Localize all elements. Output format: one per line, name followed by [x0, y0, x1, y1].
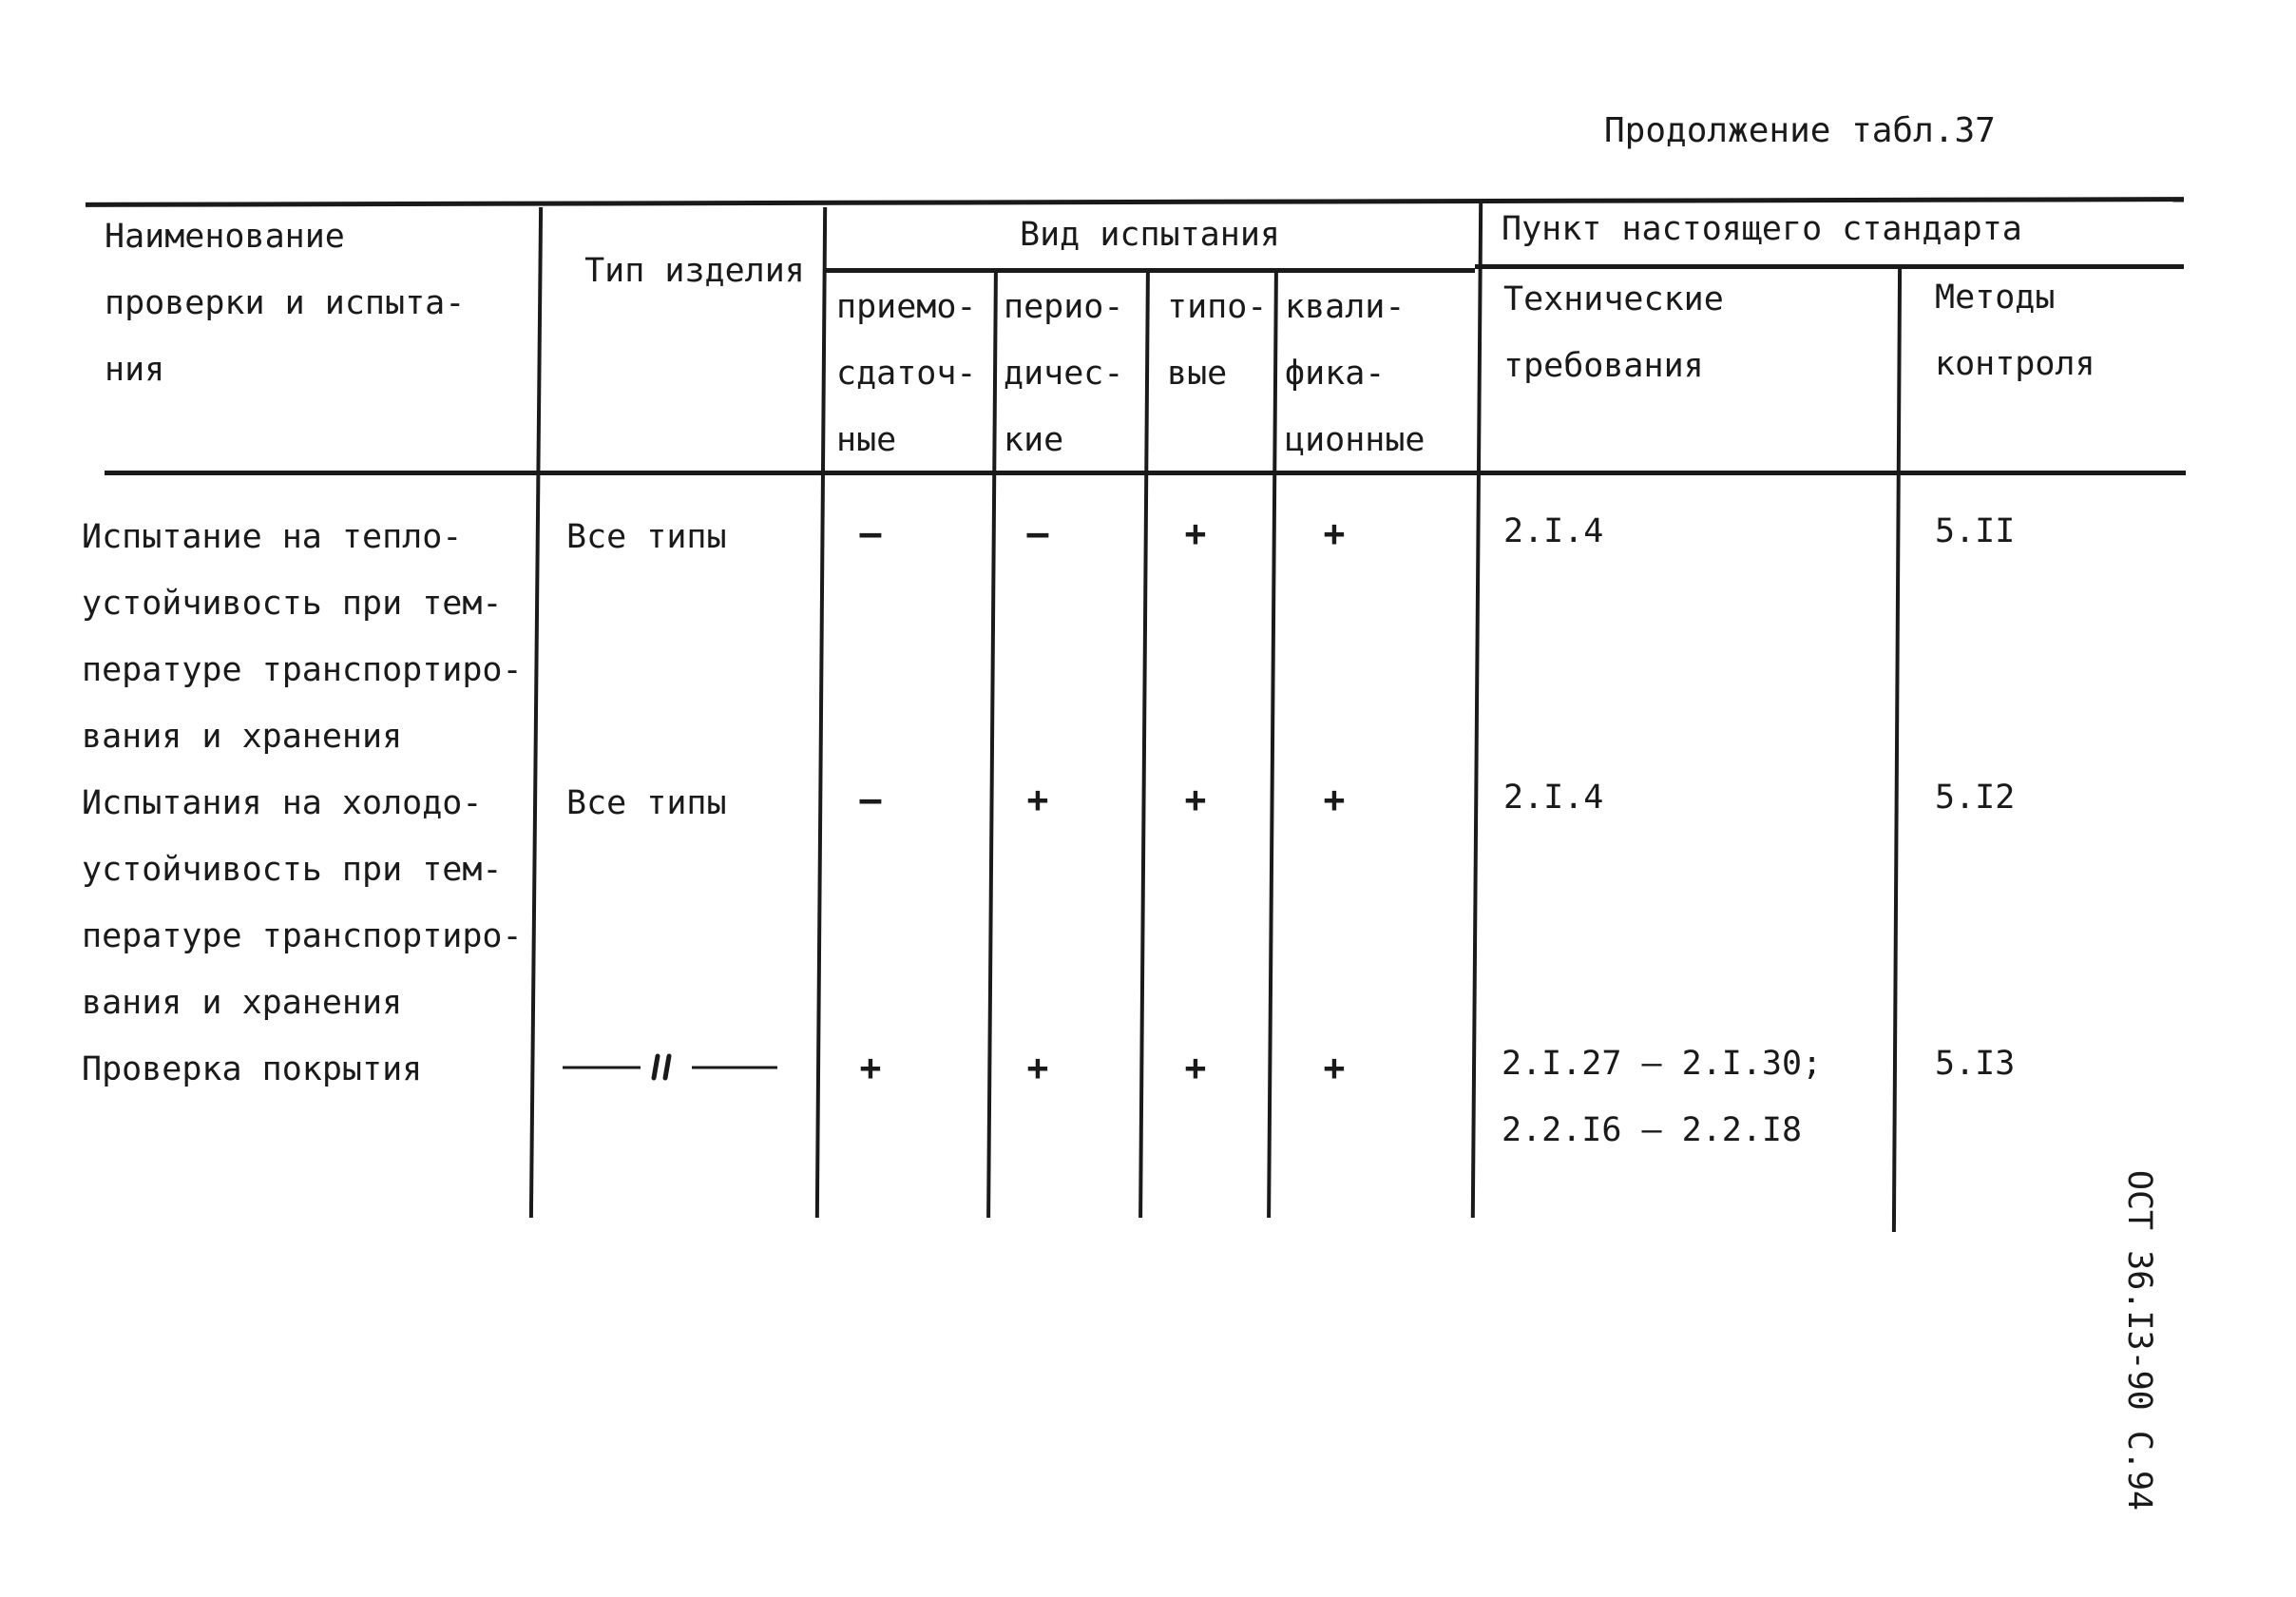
row-3-technical-requirements: 2.I.27 – 2.I.30; 2.2.I6 – 2.2.I8 [1502, 1045, 1823, 1149]
row-2-periodic-mark: + [1026, 779, 1049, 820]
header-control-methods: Методы контроля [1935, 279, 2095, 383]
row-2-control-methods: 5.I2 [1935, 779, 2016, 817]
header-test-type-acceptance: приемо- сдаточ- ные [836, 288, 977, 459]
row-1-name: Испытание на тепло- устойчивость при тем- пературе транспортиро- вания и хранения [82, 518, 523, 756]
header-product-type: Тип изделия [584, 252, 805, 290]
row-3-type-mark: + [1184, 1047, 1207, 1088]
row-1-qualification-mark: + [1323, 512, 1346, 554]
row-1-periodic-mark: – [1026, 512, 1049, 554]
vertical-rule-test-3-4 [1267, 272, 1278, 1218]
header-technical-requirements: Технические требования [1503, 280, 1724, 385]
header-test-type-qualification: квали- фика- ционные [1285, 288, 1425, 459]
row-1-acceptance-mark: – [859, 512, 882, 554]
document-side-code [2100, 1160, 2178, 1521]
vertical-rule-tests-standard [1471, 202, 1483, 1218]
header-test-type-periodic: перио- дичес- кие [1004, 288, 1124, 459]
row-2-qualification-mark: + [1323, 779, 1346, 820]
row-1-type-mark: + [1184, 512, 1207, 554]
row-2-acceptance-mark: – [859, 779, 882, 820]
row-3-name: Проверка покрытия [82, 1050, 423, 1088]
row-2-technical-requirements: 2.I.4 [1503, 779, 1604, 817]
row-2-type-mark: + [1184, 779, 1207, 820]
row-2-name: Испытания на холодо- устойчивость при тем- пературе транспортиро- вания и хранения [82, 784, 523, 1022]
document-side-code-text: ОСТ 36.I3-90 С.94 [2120, 1169, 2159, 1511]
ditto-mark [563, 1049, 777, 1087]
header-standard-group: Пункт настоящего стандарта [1502, 210, 2022, 248]
header-test-type-group: Вид испытания [1020, 216, 1280, 254]
row-3-qualification-mark: + [1323, 1047, 1346, 1088]
continuation-label: Продолжение табл.37 [1604, 111, 1996, 150]
row-3-control-methods: 5.I3 [1935, 1045, 2016, 1083]
row-1-product-type: Все типы [566, 518, 727, 556]
row-2-product-type: Все типы [566, 784, 727, 822]
header-name: Наименование проверки и испыта- ния [105, 218, 466, 389]
row-1-technical-requirements: 2.I.4 [1503, 512, 1604, 550]
header-test-type-type: типо- вые [1167, 288, 1268, 393]
row-3-periodic-mark: + [1026, 1047, 1049, 1088]
row-1-control-methods: 5.II [1935, 512, 2016, 550]
row-3-acceptance-mark: + [859, 1047, 882, 1088]
